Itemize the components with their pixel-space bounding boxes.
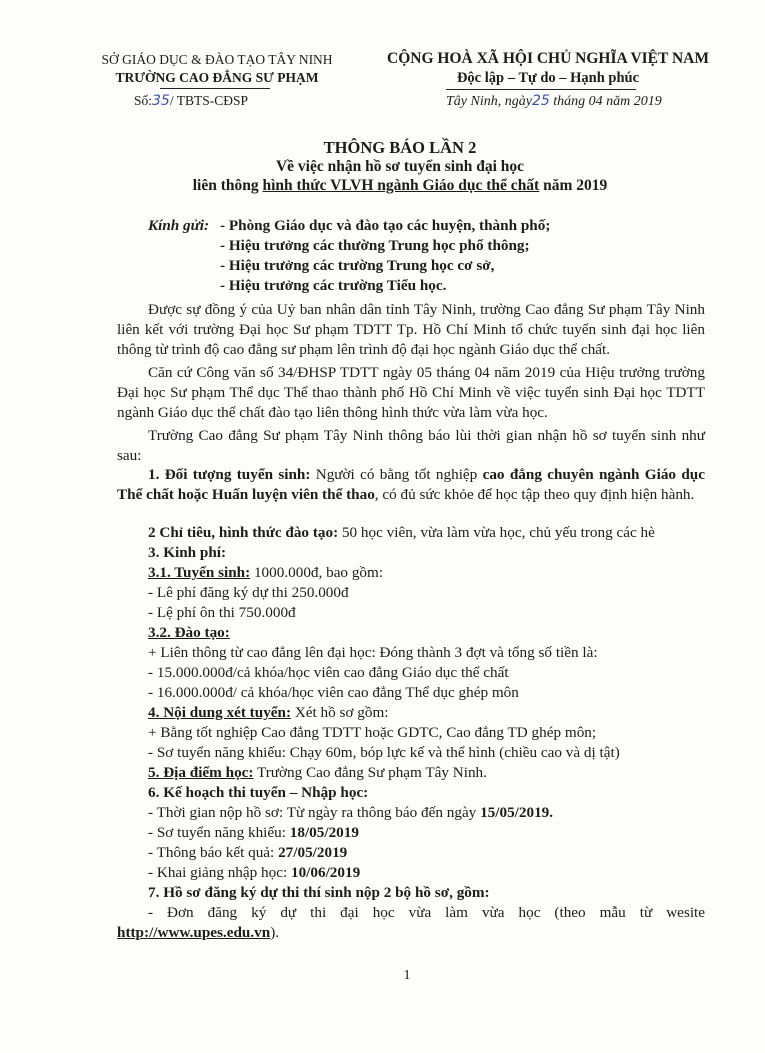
website-line: http://www.upes.edu.vn). xyxy=(117,924,280,941)
section-3-2: 3.2. Đào tạo: xyxy=(148,624,230,641)
section-2: 2 Chỉ tiêu, hình thức đào tạo: 50 học viên, vừa làm vừa học, chủ yếu trong các hè xyxy=(148,524,655,541)
paragraph-intro: Được sự đồng ý của Uỷ ban nhân dân tỉnh Tây Ninh, trường Cao đẳng Sư phạm Tây Ninh liên kết với trường Đại học Sư phạm TDTT Tp. Hồ Chí Minh tổ chức tuyển sinh đại học liên thông từ trình độ cao đẳng sư phạm lên trình độ đại học ngành Giáo dục thể chất. xyxy=(117,301,705,358)
notice-title: THÔNG BÁO LẦN 2 xyxy=(323,138,477,157)
paragraph-basis: Căn cứ Công văn số 34/ĐHSP TDTT ngày 05 tháng 04 năm 2019 của Hiệu trưởng trường Đại học Sư phạm Thể dục Thể thao thành phố Hồ Chí Minh về việc tuyển sinh Đại học TDTT ngành Giáo dục thể chất đào tạo liên thông hình thức vừa làm vừa học. xyxy=(117,364,705,421)
list-item: - Thời gian nộp hồ sơ: Từ ngày ra thông báo đến ngày 15/05/2019. xyxy=(148,804,554,821)
paragraph-announcement: Trường Cao đẳng Sư phạm Tây Ninh thông báo lùi thời gian nhận hồ sơ tuyển sinh như sau: xyxy=(117,427,705,464)
list-item: - 16.000.000đ/ cả khóa/học viên cao đẳng Thể dục ghép môn xyxy=(148,684,519,701)
handwritten-day: 25 xyxy=(531,93,550,109)
recipient-item: - Hiệu trưởng các trường Tiểu học. xyxy=(220,277,447,294)
list-item: - 15.000.000đ/cả khóa/học viên cao đẳng Giáo dục thể chất xyxy=(148,664,509,681)
handwritten-number: 35 xyxy=(152,93,170,109)
notice-subtitle-2: liên thông hình thức VLVH ngành Giáo dục thể chất năm 2019 xyxy=(192,177,608,194)
list-item: - Lệ phí ôn thi 750.000đ xyxy=(148,604,296,621)
section-3-1: 3.1. Tuyển sinh: 1000.000đ, bao gồm: xyxy=(148,564,384,581)
recipients-label: Kính gửi: xyxy=(148,217,210,234)
list-item: - Sơ tuyển năng khiếu: 18/05/2019 xyxy=(148,824,359,841)
notice-subtitle-1: Về việc nhận hồ sơ tuyển sinh đại học xyxy=(275,158,525,175)
list-item: + Bằng tốt nghiệp Cao đẳng TDTT hoặc GDTC, Cao đẳng TD ghép môn; xyxy=(148,724,597,741)
list-item: - Thông báo kết quả: 27/05/2019 xyxy=(148,844,348,861)
list-item: - Đơn đăng ký dự thi đại học vừa làm vừa học (theo mẫu từ wesite xyxy=(148,904,705,921)
list-item: + Liên thông từ cao đẳng lên đại học: Đóng thành 3 đợt và tổng số tiền là: xyxy=(148,644,598,661)
section-3-heading: 3. Kinh phí: xyxy=(148,544,227,561)
header-agency: SỞ GIÁO DỤC & ĐÀO TẠO TÂY NINH xyxy=(101,52,333,67)
section-4: 4. Nội dung xét tuyển: Xét hồ sơ gồm: xyxy=(148,704,389,721)
section-1: 1. Đối tượng tuyển sinh: Người có bằng tốt nghiệp cao đẳng chuyên ngành Giáo dục Thể chất hoặc Huấn luyện viên thể thao, có đủ sức khỏe để học tập theo quy định hiện hành. xyxy=(117,466,705,503)
section-7-heading: 7. Hồ sơ đăng ký dự thi thí sinh nộp 2 bộ hồ sơ, gồm: xyxy=(148,884,490,901)
recipient-item: - Phòng Giáo dục và đào tạo các huyện, thành phố; xyxy=(220,217,551,234)
header-republic: CỘNG HOÀ XÃ HỘI CHỦ NGHĨA VIỆT NAM xyxy=(387,50,709,67)
list-item: - Khai giảng nhập học: 10/06/2019 xyxy=(148,864,361,881)
page-number: 1 xyxy=(403,968,411,983)
header-left-underline xyxy=(160,88,270,89)
header-right-underline xyxy=(446,89,636,90)
list-item: - Sơ tuyển năng khiếu: Chạy 60m, bóp lực kế và thể hình (chiều cao và dị tật) xyxy=(148,744,620,761)
document-date: Tây Ninh, ngày25 tháng 04 năm 2019 xyxy=(446,93,662,109)
list-item: - Lê phí đăng ký dự thi 250.000đ xyxy=(148,584,349,601)
recipient-item: - Hiệu trưởng các trường Trung học cơ sở, xyxy=(220,257,495,274)
header-motto: Độc lập – Tự do – Hạnh phúc xyxy=(456,70,640,86)
section-6-heading: 6. Kế hoạch thi tuyển – Nhập học: xyxy=(148,784,369,801)
section-5: 5. Địa điểm học: Trường Cao đẳng Sư phạm Tây Ninh. xyxy=(148,764,487,781)
document-number: Số:35/ TBTS-CĐSP xyxy=(134,93,248,109)
recipient-item: - Hiệu trưởng các thường Trung học phổ thông; xyxy=(220,237,530,254)
website-link[interactable]: http://www.upes.edu.vn xyxy=(117,924,271,941)
header-school: TRƯỜNG CAO ĐẲNG SƯ PHẠM xyxy=(115,70,319,85)
